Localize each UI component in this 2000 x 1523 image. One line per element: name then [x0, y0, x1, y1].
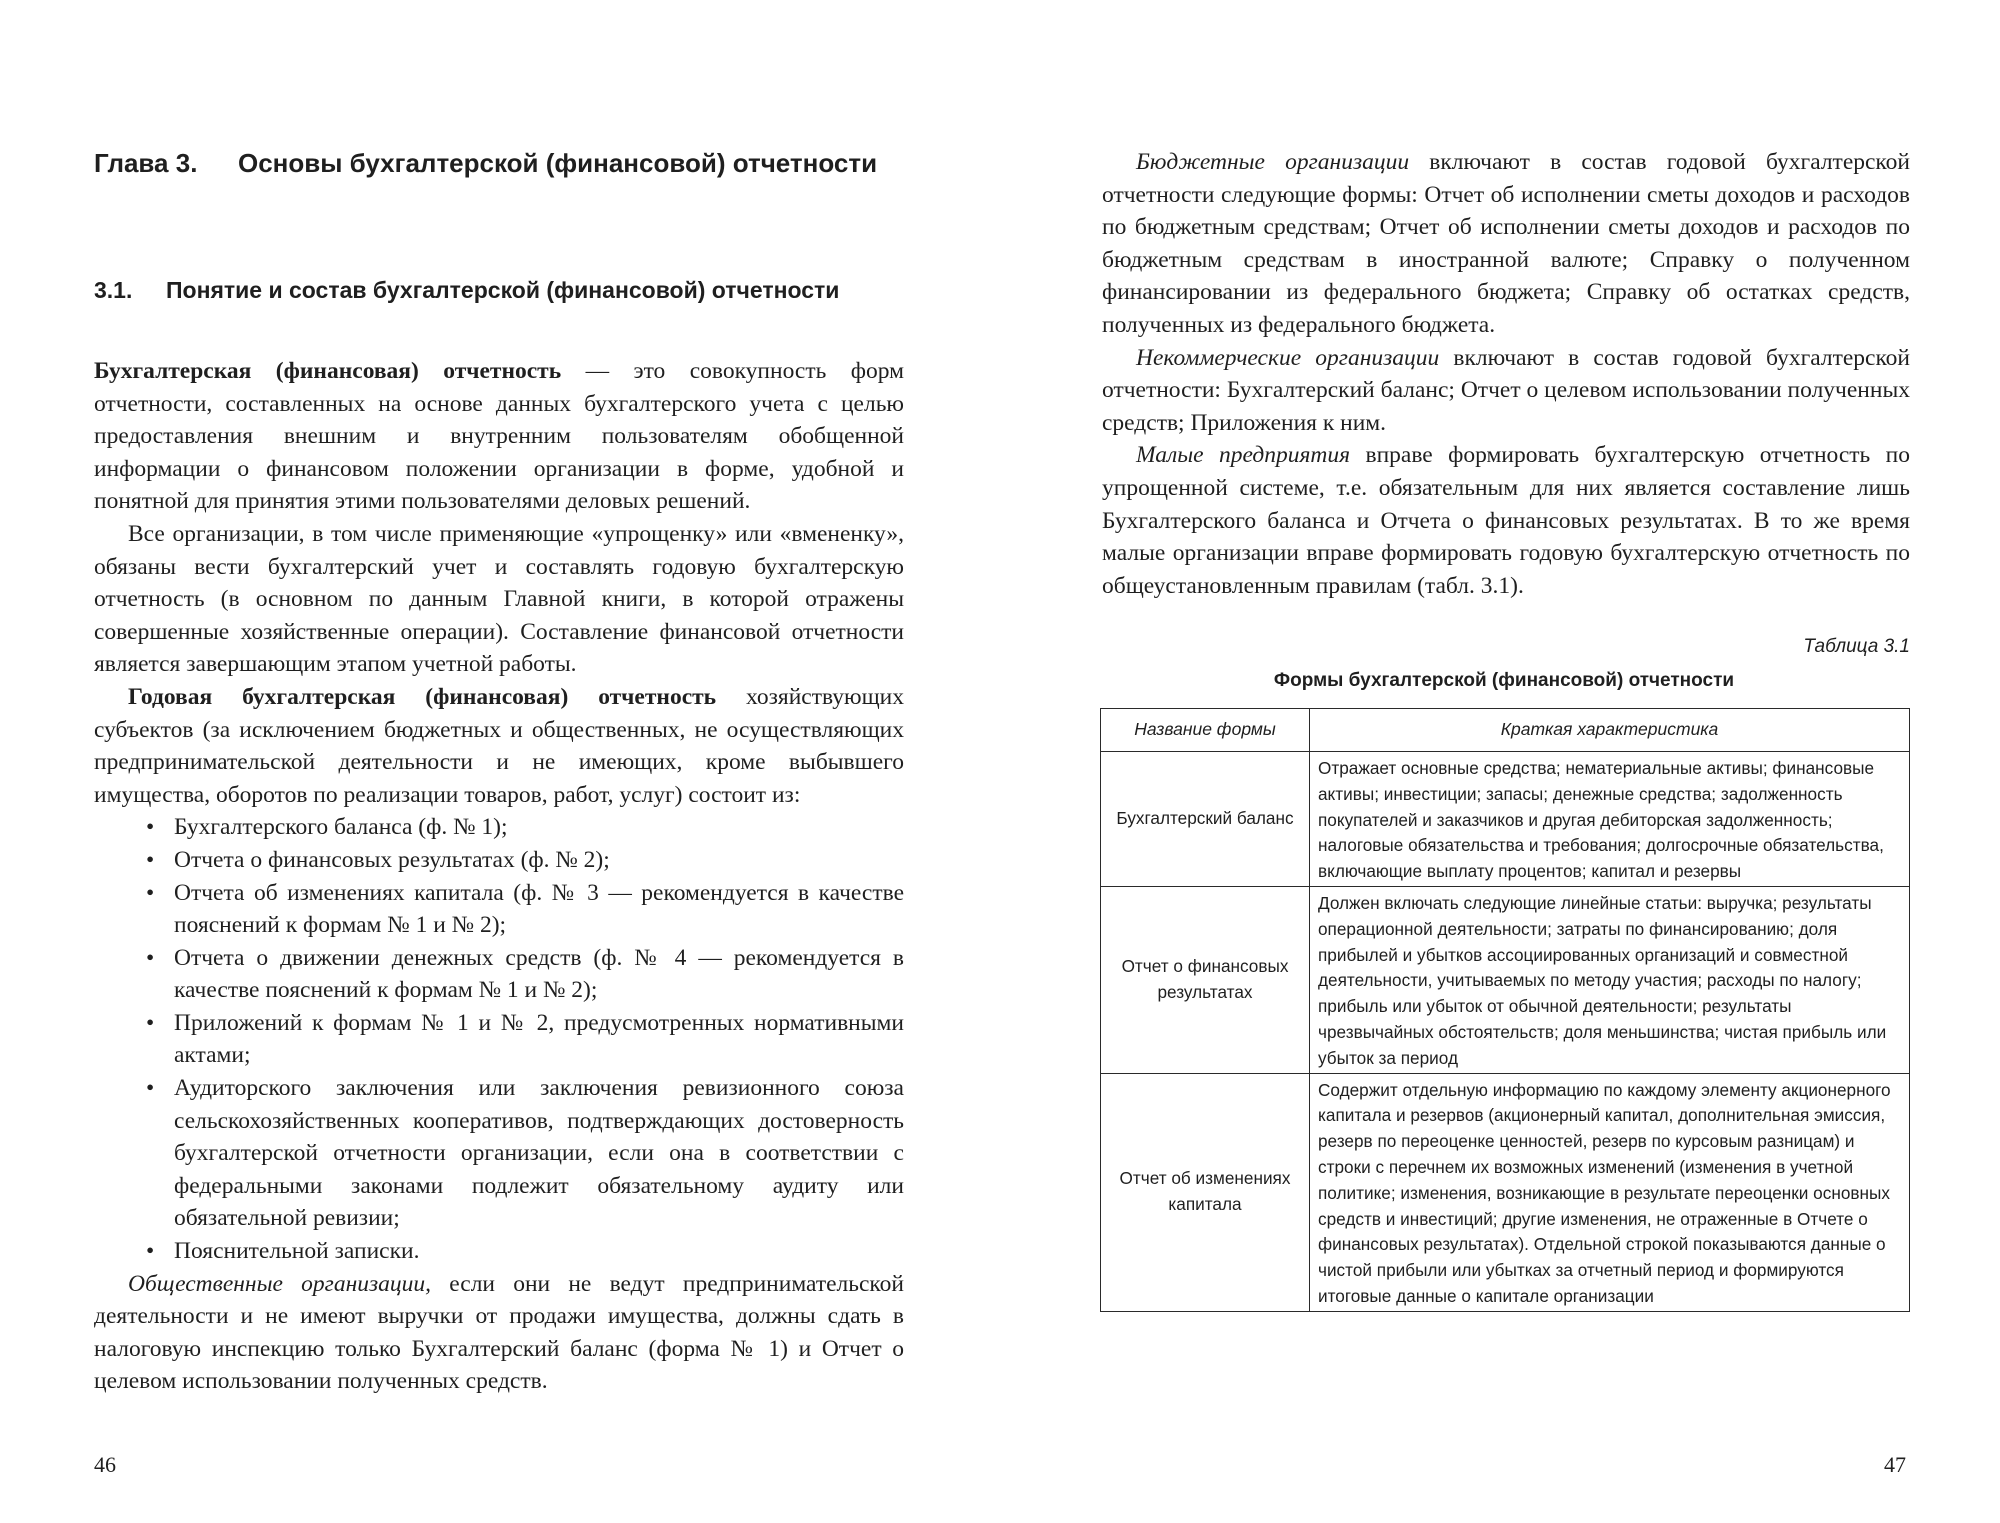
right-body-text — [1102, 146, 1910, 602]
section-title: Понятие и состав бухгалтерской (финансовой) отчетности — [166, 277, 840, 303]
paragraph-all-organizations: Все организации, в том числе применяющие «упрощенку» или «вмененку», обязаны вести бухгалтерский учет и составлять годовую бухгалтерскую отчетность (в основном по данным Главной книги, в которой отражены совершенные хозяйственные операции). Составление финансовой отчетности является завершающим этапом учетной работы. — [94, 520, 904, 678]
left-body-text — [94, 355, 904, 1398]
term-small-enterprises: Малые предприятия — [1136, 442, 1351, 469]
paragraph-text: если они не ведут предпринимательской деятельности и не имеют выручки от продажи имущества, должны сдать в налоговую инспекцию только Бухгалтерский баланс (форма № 1) и Отчет о целевом использовании полученных средств. — [94, 1270, 904, 1395]
term-financial-statements: Бухгалтерская (финансовая) отчетность — [94, 358, 562, 384]
section-heading — [94, 270, 914, 310]
table-header-row — [1101, 709, 1910, 752]
paragraph-text: включают в состав годовой бухгалтерской отчетности следующие формы: Отчет об исполнении сметы доходов и расходов по бюджетным средствам; Отчет об исполнении сметы доходов и расходов по бюджетным средствам в иностранной валюте; Справку о полученном финансировании из федерального бюджета; Справку об остатках средств, полученных из федерального бюджета. — [1102, 149, 1910, 338]
form-description-cell: Должен включать следующие линейные статьи: выручка; результаты операционной деятельности; затраты по финансированию; доля прибылей и убытков ассоциированных организаций и совместной деятельности, учитываемых по методу участия; расходы по налогу; прибыль или убыток от обычной деятельности; результаты чрезвычайных обстоятельств; доля меньшинства; чистая прибыль или убыток за период — [1310, 886, 1910, 1073]
list-item: • Аудиторского заключения или заключения ревизионного союза сельскохозяйственных кооперативов, подтверждающих достоверность бухгалтерской отчетности организации, если она в соответствии с федеральными законами подлежит обязательному аудиту или обязательной ревизии; — [146, 1072, 904, 1235]
page-number-right: 47 — [1884, 1452, 1906, 1477]
table-row — [1101, 1073, 1910, 1311]
paragraph-small-enterprises — [1102, 439, 1910, 602]
paragraph-definition — [94, 355, 904, 518]
forms-table — [1100, 708, 1910, 1312]
paragraph-public-organizations — [94, 1268, 904, 1398]
form-name-cell: Бухгалтерский баланс — [1101, 752, 1310, 887]
list-item: • Пояснительной записки. — [146, 1235, 904, 1268]
table-row — [1101, 752, 1910, 887]
header-form-name: Название формы — [1101, 709, 1310, 752]
table-row — [1101, 886, 1910, 1073]
term-annual-statements: Годовая бухгалтерская (финансовая) отчетность — [128, 683, 717, 710]
list-item: • Приложений к формам № 1 и № 2, предусмотренных нормативными актами; — [146, 1007, 904, 1072]
list-item: • Бухгалтерского баланса (ф. № 1); — [146, 811, 904, 844]
table-caption: Таблица 3.1 — [1803, 636, 1910, 657]
chapter-heading — [94, 142, 914, 185]
table-title: Формы бухгалтерской (финансовой) отчетности — [1273, 670, 1735, 691]
list-item: • Отчета о финансовых результатах (ф. № 2); — [146, 844, 904, 877]
header-description: Краткая характеристика — [1310, 709, 1910, 752]
paragraph-annual-statements — [94, 681, 904, 811]
term-budget-organizations: Бюджетные организации — [1136, 149, 1410, 175]
paragraph-text: включают в состав годовой бухгалтерской отчетности: Бухгалтерский баланс; Отчет о целевом использовании полученных средств; Приложения к ним. — [1102, 344, 1910, 436]
paragraph-text: вправе формировать бухгалтерскую отчетность по упрощенной системе, т.е. обязательным для них является составление лишь Бухгалтерского баланса и Отчета о финансовых результатах. В то же время малые организации вправе формировать годовую бухгалтерскую отчетность по общеустановленным правилам (табл. 3.1). — [1102, 442, 1911, 599]
chapter-number: Глава 3. — [94, 148, 198, 178]
term-nonprofit-organizations: Некоммерческие организации — [1136, 344, 1440, 371]
term-public-organizations: Общественные организации, — [128, 1270, 432, 1297]
section-number: 3.1. — [94, 277, 133, 303]
list-item: • Отчета об изменениях капитала (ф. № 3 — рекомендуется в качестве пояснений к формам № 1 и № 2); — [146, 877, 904, 942]
form-description-cell: Содержит отдельную информацию по каждому элементу акционерного капитала и резервов (акционерный капитал, дополнительная эмиссия, резерв по переоценке ценностей, резерв по курсовым разницам) и строки с перечнем их возможных изменений (изменения в учетной политике; изменения, возникающие в результате переоценки основных средств и инвестиций; другие изменения, не отраженные в Отчете о финансовых результатах). Отдельной строкой показываются данные о чистой прибыли или убытках за отчетный период и формируются итоговые данные о капитале организации — [1310, 1073, 1910, 1311]
list-item: • Отчета о движении денежных средств (ф. № 4 — рекомендуется в качестве пояснений к формам № 1 и № 2); — [146, 942, 904, 1007]
form-name-cell: Отчет о финансовых результатах — [1101, 886, 1310, 1073]
form-name-cell: Отчет об изменениях капитала — [1101, 1073, 1310, 1311]
page-number-left: 46 — [94, 1452, 116, 1477]
chapter-title: Основы бухгалтерской (финансовой) отчетности — [238, 148, 878, 178]
paragraph-budget-organizations — [1102, 146, 1910, 342]
paragraph-nonprofit-organizations — [1102, 342, 1910, 440]
forms-list — [94, 811, 904, 1267]
form-description-cell: Отражает основные средства; нематериальные активы; финансовые активы; инвестиции; запасы; денежные средства; задолженность покупателей и заказчиков и другая дебиторская задолженность; налоговые обязательства и требования; долгосрочные обязательства, включающие выплату процентов; капитал и резервы — [1310, 752, 1910, 887]
paragraph-text: хозяйствующих субъектов (за исключением бюджетных и общественных, не осуществляющих предпринимательской деятельности и не имеющих, кроме выбывшего имущества, оборотов по реализации товаров, работ, услуг) состоит из: — [94, 683, 905, 808]
paragraph-text: — это совокупность форм отчетности, составленных на основе данных бухгалтерского учета с целью предоставления внешним и внутренним пользователям обобщенной информации о финансовом положении организации в форме, удобной и понятной для принятия этими пользователями деловых решений. — [94, 358, 904, 515]
